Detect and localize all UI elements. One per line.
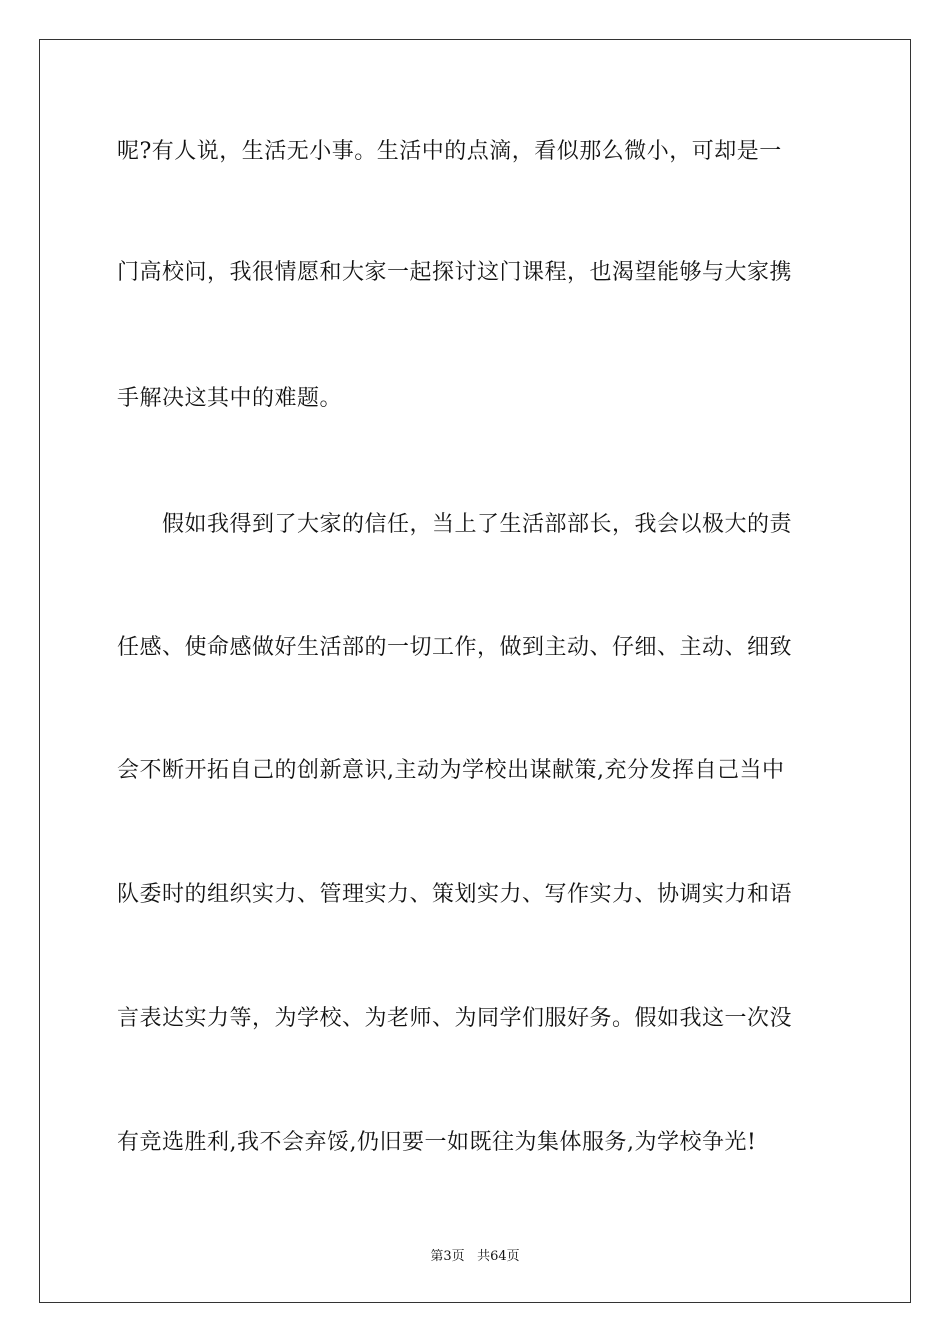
text-line: 会不断开拓自己的创新意识,主动为学校出谋献策,充分发挥自己当中: [117, 758, 785, 783]
text-line: 手解决这其中的难题。: [117, 386, 343, 411]
paragraph-first-line: 假如我得到了大家的信任，当上了生活部部长，我会以极大的责: [117, 512, 793, 537]
page-total: 共64页: [477, 1249, 520, 1264]
page-footer: [0, 1248, 950, 1266]
text-line: 呢?有人说，生活无小事。生活中的点滴，看似那么微小，可却是一: [117, 139, 782, 164]
page-border: [39, 39, 911, 1303]
text-line: 队委时的组织实力、管理实力、策划实力、写作实力、协调实力和语: [117, 882, 793, 907]
text-line: 任感、使命感做好生活部的一切工作，做到主动、仔细、主动、细致: [117, 635, 793, 660]
page-number: 第3页: [430, 1249, 465, 1264]
text-line: 门高校问，我很情愿和大家一起探讨这门课程，也渴望能够与大家携: [117, 260, 793, 285]
text-line: 有竞选胜利,我不会弃馁,仍旧要一如既往为集体服务,为学校争光!: [117, 1130, 757, 1155]
text-line: 言表达实力等，为学校、为老师、为同学们服好务。假如我这一次没: [117, 1006, 793, 1031]
